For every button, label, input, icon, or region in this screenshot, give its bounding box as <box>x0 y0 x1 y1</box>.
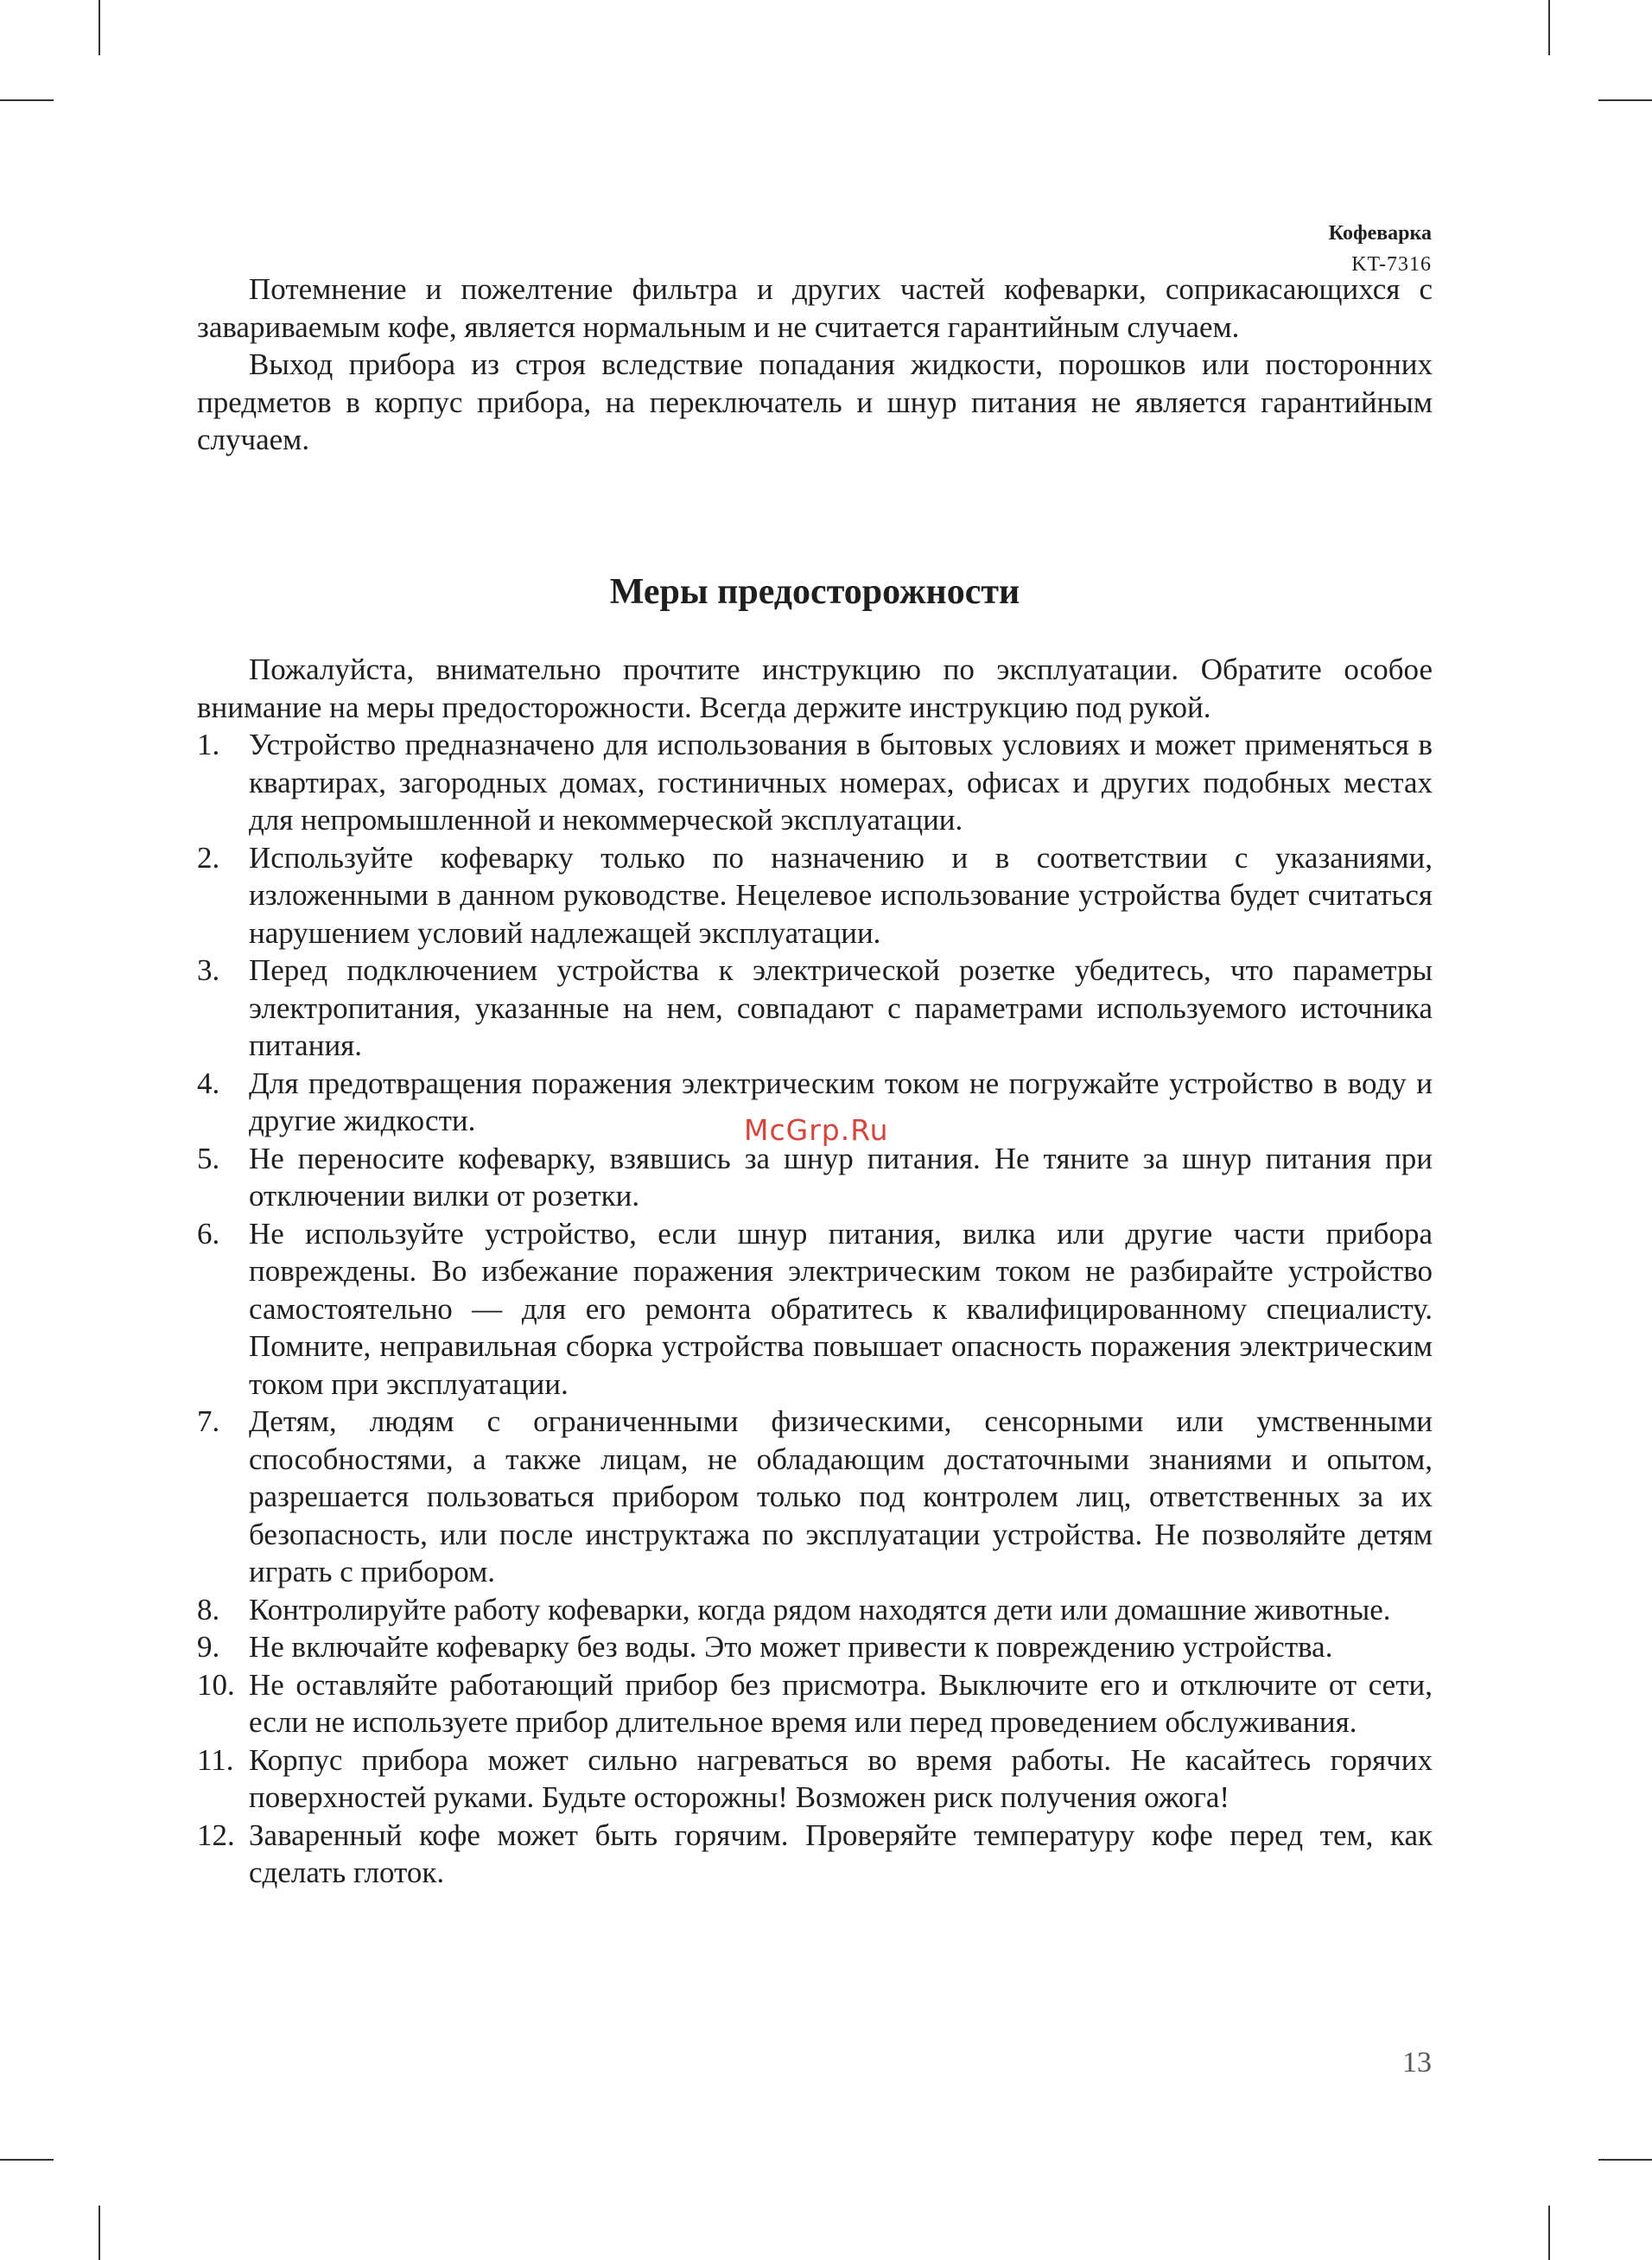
list-item-number: 4. <box>197 1066 220 1100</box>
list-item-number: 10. <box>197 1667 235 1702</box>
list-item-number: 8. <box>197 1592 220 1627</box>
list-item-number: 7. <box>197 1404 220 1438</box>
list-item-text: Не переносите кофеварку, взявшись за шнур питания. Не тяните за шнур питания при отключении вилки от розетки. <box>249 1141 1433 1213</box>
list-item <box>197 839 1433 952</box>
crop-mark-right-top <box>1598 99 1652 101</box>
list-item-text: Устройство предназначено для использования в бытовых условиях и может применяться в квартирах, загородных домах, гостиничных номерах, офисах и других подобных местах для непромышленной и некоммерческой эксплуатации. <box>249 728 1433 837</box>
list-item-number: 2. <box>197 840 220 875</box>
list-item <box>197 1628 1433 1666</box>
intro-text <box>197 271 1433 459</box>
list-item-number: 12. <box>197 1818 235 1852</box>
list-item-number: 3. <box>197 953 220 987</box>
precautions-section <box>197 651 1433 1892</box>
list-item-number: 6. <box>197 1216 220 1251</box>
intro-paragraph-2: Выход прибора из строя вследствие попадания жидкости, порошков или посторонних предметов в корпус прибора, на переключатель и шнур питания не является гарантийным случаем. <box>197 347 1433 456</box>
list-item-text: Не оставляйте работающий прибор без присмотра. Выключите его и отключите от сети, если не используете прибор длительное время или перед проведением обслуживания. <box>249 1667 1433 1739</box>
header-product: Кофеварка <box>1328 222 1432 245</box>
list-item <box>197 1403 1433 1591</box>
crop-mark-bottom-left <box>98 2206 100 2260</box>
list-item <box>197 726 1433 839</box>
list-item-text: Перед подключением устройства к электрической розетке убедитесь, что параметры электропитания, указанные на нем, совпадают с параметрами используемого источника питания. <box>249 953 1433 1062</box>
crop-mark-top-right <box>1548 0 1550 55</box>
crop-mark-top-left <box>98 0 100 55</box>
precautions-list <box>197 726 1433 1892</box>
list-item <box>197 1666 1433 1741</box>
crop-mark-left-bottom <box>0 2159 54 2161</box>
list-item-text: Детям, людям с ограниченными физическими, сенсорными или умственными способностями, а также лицам, не обладающим достаточными знаниями и опытом, разрешается пользоваться прибором только под контролем лиц, ответственных за их безопасность, или после инструктажа по эксплуатации устройства. Не позволяйте детям играть с прибором. <box>249 1404 1433 1588</box>
crop-mark-right-bottom <box>1598 2159 1652 2161</box>
crop-mark-bottom-right <box>1548 2206 1550 2260</box>
page-number: 13 <box>1402 2047 1432 2079</box>
list-item <box>197 1591 1433 1629</box>
list-item <box>197 1817 1433 1892</box>
list-item <box>197 1140 1433 1215</box>
section-lead: Пожалуйста, внимательно прочтите инструкцию по эксплуатации. Обратите особое внимание на меры предосторожности. Всегда держите инструкцию под рукой. <box>197 653 1433 724</box>
header-model: KT-7316 <box>1351 253 1432 276</box>
watermark-text[interactable]: McGrp.Ru <box>744 1113 889 1147</box>
list-item-number: 9. <box>197 1630 220 1664</box>
section-title: Меры предосторожности <box>609 572 1020 612</box>
intro-paragraph-1: Потемнение и пожелтение фильтра и других частей кофеварки, соприкасающихся с завариваемым кофе, является нормальным и не считается гарантийным случаем. <box>197 272 1433 344</box>
list-item-text: Используйте кофеварку только по назначению и в соответствии с указаниями, изложенными в данном руководстве. Нецелевое использование устройства будет считаться нарушением условий надлежащей эксплуатации. <box>249 840 1433 950</box>
list-item-number: 1. <box>197 728 220 761</box>
list-item <box>197 952 1433 1065</box>
list-item-text: Корпус прибора может сильно нагреваться во время работы. Не касайтесь горячих поверхностей руками. Будьте осторожны! Возможен риск получения ожога! <box>249 1742 1433 1814</box>
list-item-number: 11. <box>197 1742 234 1777</box>
list-item <box>197 1215 1433 1404</box>
list-item <box>197 1741 1433 1817</box>
list-item-number: 5. <box>197 1141 220 1175</box>
crop-mark-left-top <box>0 99 54 101</box>
list-item-text: Не используйте устройство, если шнур питания, вилка или другие части прибора повреждены. Во избежание поражения электрическим током не разбирайте устройство самостоятельно — для его ремонта обратитесь к квалифицированному специалисту. Помните, неправильная сборка устройства повышает опасность поражения электрическим током при эксплуатации. <box>249 1216 1433 1401</box>
list-item-text: Для предотвращения поражения электрическим током не погружайте устройство в воду и другие жидкости. <box>249 1066 1433 1137</box>
list-item-text: Не включайте кофеварку без воды. Это может привести к повреждению устройства. <box>249 1630 1333 1664</box>
list-item-text: Заваренный кофе может быть горячим. Проверяйте температуру кофе перед тем, как сделать глоток. <box>249 1818 1433 1889</box>
list-item-text: Контролируйте работу кофеварки, когда рядом находятся дети или домашние животные. <box>249 1592 1391 1627</box>
